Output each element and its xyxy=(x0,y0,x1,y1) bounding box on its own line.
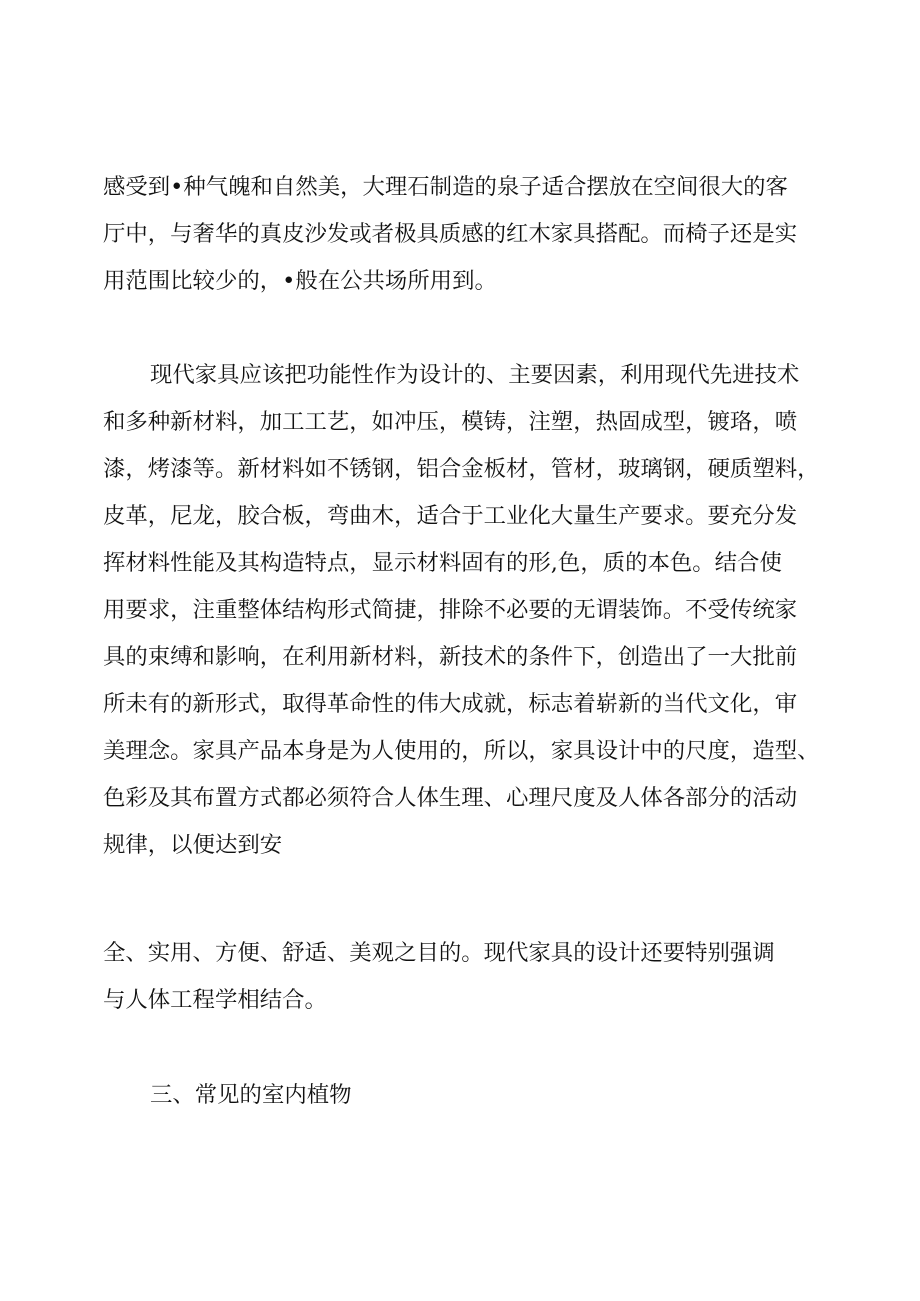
paragraph-2-line-9: 美理念。家具产品本身是为人使用的，所以，家具设计中的尺度，造型、 xyxy=(103,738,820,764)
paragraph-2-line-2: 和多种新材料，加工工艺，如冲压，模铸，注塑，热固成型，镀珞，喷 xyxy=(103,409,798,435)
paragraph-2-line-4: 皮革，尼龙，胶合板，弯曲木，适合于工业化大量生产要求。要充分发 xyxy=(103,503,798,529)
paragraph-3-line-1: 全、实用、方便、舒适、美观之目的。现代家具的设计还要特别强调 xyxy=(103,940,775,966)
paragraph-2-line-3: 漆，烤漆等。新材料如不锈钢，铝合金板材，管材，玻璃钢，硬质塑料， xyxy=(103,456,820,482)
paragraph-1-line-1: 感受到•种气魄和自然美，大理石制造的泉子适合摆放在空间很大的客 xyxy=(103,174,788,200)
paragraph-2-line-10: 色彩及其布置方式都必须符合人体生理、心理尺度及人体各部分的活动 xyxy=(103,785,798,811)
paragraph-2-line-1: 现代家具应该把功能性作为设计的、主要因素，利用现代先进技术 xyxy=(150,362,800,388)
paragraph-1-line-2: 厅中，与奢华的真皮沙发或者极具质感的红木家具搭配。而椅子还是实 xyxy=(103,221,798,247)
paragraph-2-line-7: 具的束缚和影响，在利用新材料，新技术的条件下，创造出了一大批前 xyxy=(103,644,798,670)
section-heading: 三、常见的室内植物 xyxy=(150,1082,352,1108)
paragraph-2-line-5: 挥材料性能及其构造特点，显示材料固有的形,色，质的本色。结合使 xyxy=(103,550,782,576)
paragraph-2-line-8: 所未有的新形式，取得革命性的伟大成就，标志着崭新的当代文化，审 xyxy=(103,691,798,717)
paragraph-2-line-11: 规律，以便达到安 xyxy=(103,832,283,858)
paragraph-3-line-2: 与人体工程学相结合。 xyxy=(103,987,327,1013)
paragraph-2-line-6: 用要求，注重整体结构形式简捷，排除不必要的无谓装饰。不受传统家 xyxy=(103,597,798,623)
paragraph-1-line-3: 用范围比较少的，•般在公共场所用到。 xyxy=(103,268,497,294)
